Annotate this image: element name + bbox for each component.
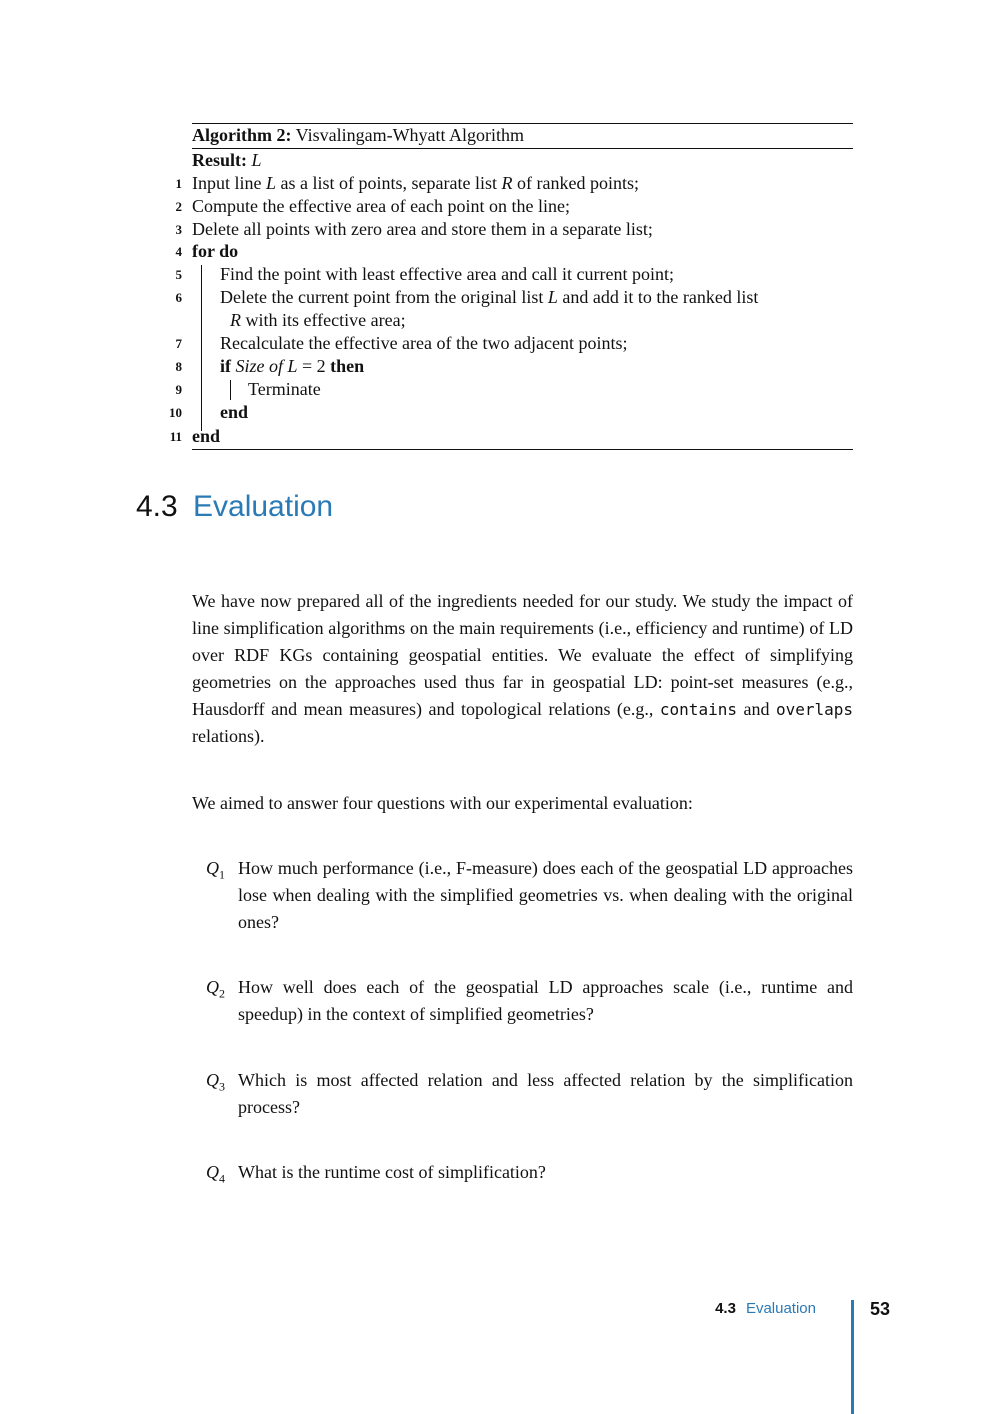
question-label: $Q_4$ [206,1162,225,1186]
question-item [206,855,853,936]
line-number: 10 [169,405,182,420]
line-number: 9 [175,382,182,397]
code-contains: contains [659,700,737,719]
algorithm-line-11: end [192,426,221,446]
footer-section-number: 4.3 [715,1300,736,1317]
line-number: 5 [175,267,182,282]
body-paragraph-1: We have now prepared all of the ingredients needed for our study. We study the impact of line simplification algorithms on the main requirements (i.e., efficiency and runtime) of LD over RDF KGs containing geospatial entities. We evaluate the effect of simplifying geometries on the approaches used thus far in geospatial LD: point-set measures (e.g., Hausdorff and mean measures) and topological relations (e.g., contains and overlaps relations). [192,591,853,746]
question-text: What is the runtime cost of simplification? [238,1162,546,1182]
algorithm-line-5: Find the point with least effective area and call it current point; [220,264,675,284]
algorithm-line-1: Input line L as a list of points, separate list R of ranked points; [192,173,639,193]
footer-section-title: Evaluation [745,1300,816,1317]
algorithm-name: Visvalingam-Whyatt Algorithm [295,125,525,145]
algorithm-line-10: end [220,402,249,422]
algorithm-line-4: for do [192,241,239,261]
line-number: 3 [175,222,182,237]
code-overlaps: overlaps [775,700,853,719]
footer-accent-bar [851,1300,854,1414]
line-number: 4 [175,244,182,259]
line-number: 1 [175,176,182,191]
section-number: 4.3 [136,490,178,523]
question-text: How well does each of the geospatial LD approaches scale (i.e., runtime and speedup) in the context of simplified geometries? [238,977,853,1024]
line-number: 7 [175,336,182,351]
algorithm-line-8: if Size of L = 2 then [220,356,365,376]
section-heading [136,490,333,524]
line-number: 8 [175,359,182,374]
algorithm-label: Algorithm 2: [192,125,292,145]
question-label: $Q_2$ [206,977,225,1001]
algorithm-line-2: Compute the effective area of each point on the line; [192,196,571,216]
line-number: 6 [175,290,182,305]
algorithm-body [169,149,853,451]
question-label: $Q_3$ [206,1070,225,1094]
running-footer [715,1300,816,1317]
body-paragraph-2: We aimed to answer four questions with our experimental evaluation: [192,793,693,813]
question-text: Which is most affected relation and less affected relation by the simplification process? [238,1070,853,1117]
section-title: Evaluation [193,490,334,523]
loop-indent-bar [201,265,202,431]
question-item [206,1159,853,1186]
algorithm-line-6-continued: R with its effective area; [230,310,406,330]
algorithm-line-9: Terminate [248,379,321,399]
question-item [206,1067,853,1121]
algorithm-result [192,149,262,171]
page-number: 53 [870,1299,891,1319]
question-label: $Q_1$ [206,858,225,882]
algorithm-caption [192,124,853,148]
algorithm-block [169,123,853,450]
if-indent-bar [230,380,231,400]
result-label: Result: [192,150,247,170]
algorithm-line-6: Delete the current point from the original list L and add it to the ranked list [220,287,759,307]
line-number: 11 [169,429,182,444]
result-value: L [251,150,262,170]
line-number: 2 [175,199,182,214]
question-text: How much performance (i.e., F-measure) does each of the geospatial LD approaches lose when dealing with the simplified geometries vs. when dealing with the original ones? [238,858,853,932]
algorithm-line-7: Recalculate the effective area of the two adjacent points; [220,333,628,353]
question-item [206,974,853,1028]
algorithm-line-3: Delete all points with zero area and store them in a separate list; [192,219,653,239]
